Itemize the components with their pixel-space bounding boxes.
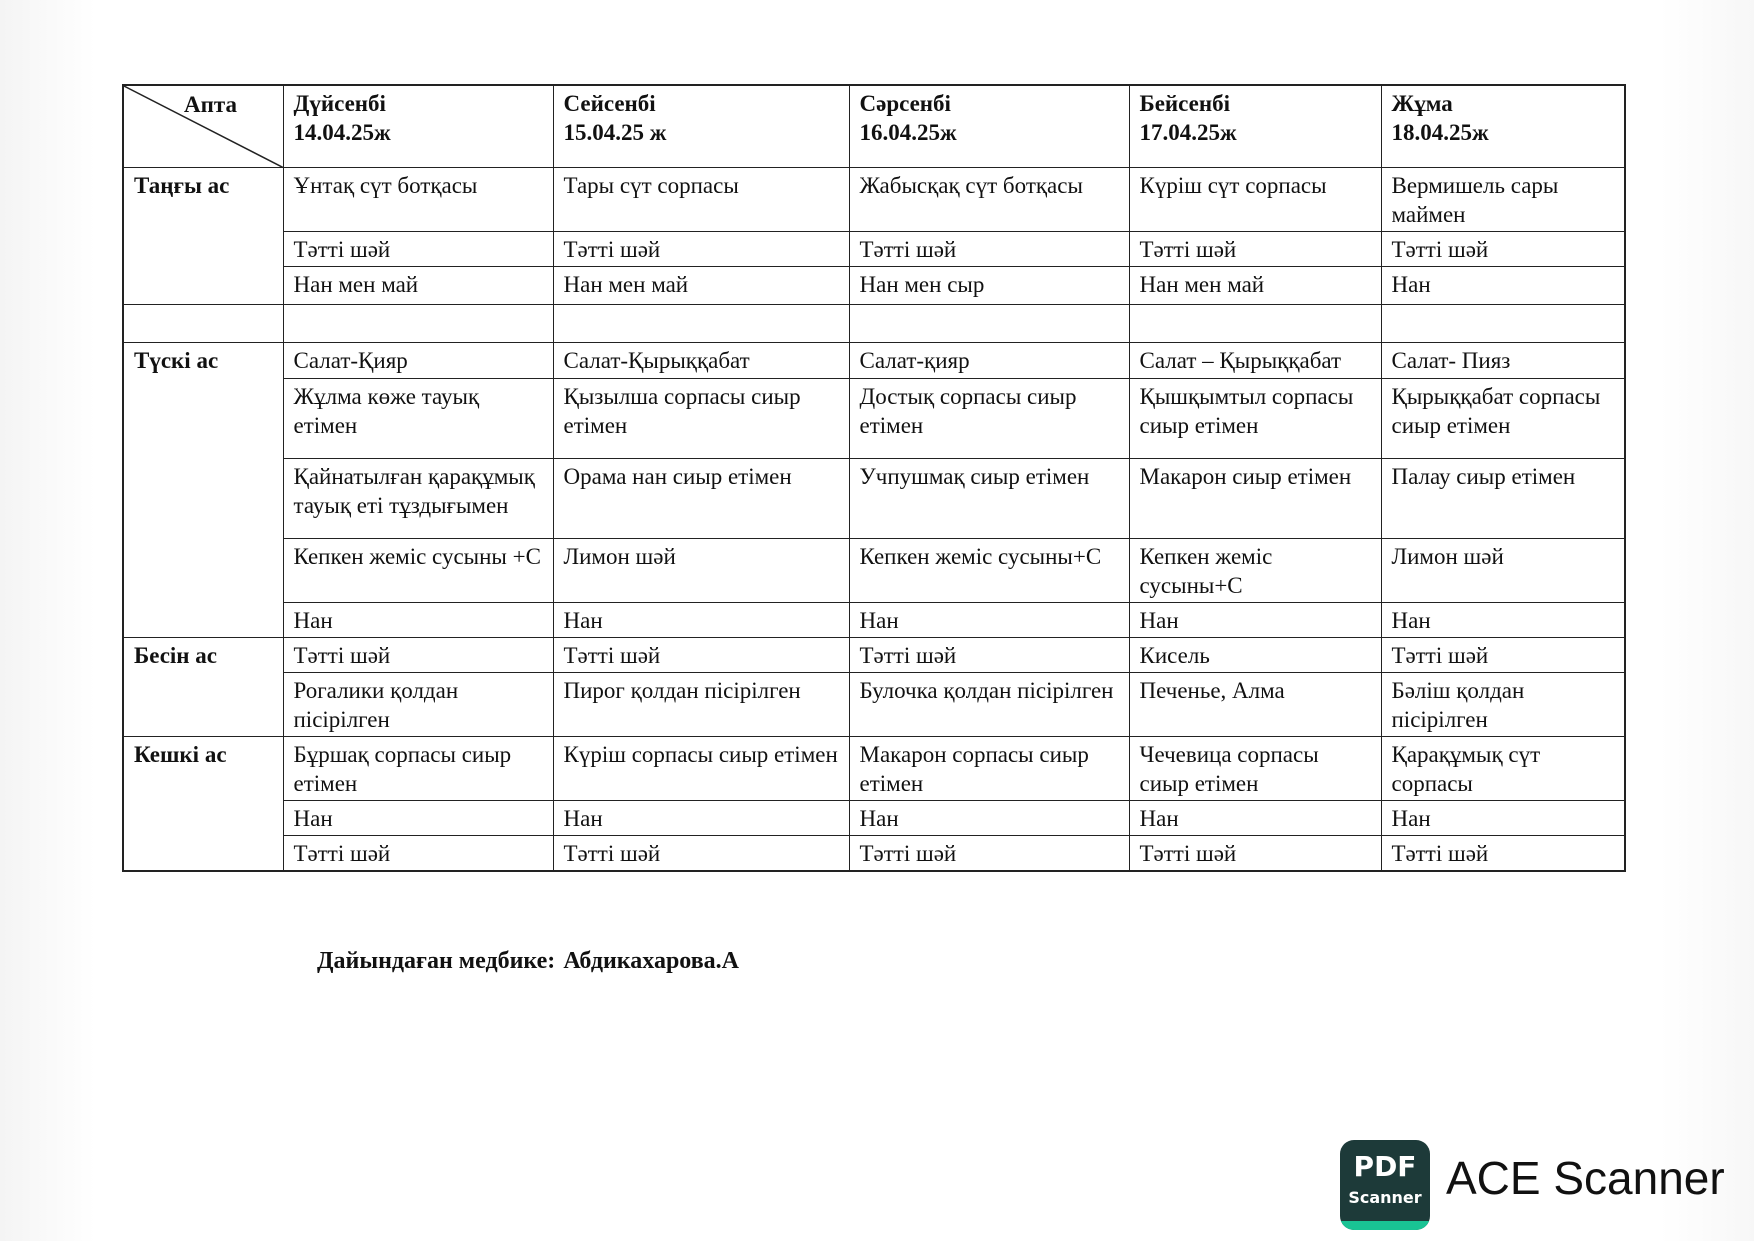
menu-cell: Тәтті шәй [553, 835, 849, 871]
table-row [123, 342, 1625, 378]
menu-cell: Нан [1381, 800, 1625, 835]
menu-cell: Тәтті шәй [849, 231, 1129, 266]
menu-cell: Кепкен жеміс сусыны+С [849, 538, 1129, 602]
menu-cell: Нан [553, 800, 849, 835]
menu-cell: Салат – Қырыққабат [1129, 342, 1381, 378]
menu-cell: Нан [283, 602, 553, 637]
prepared-by [317, 948, 739, 975]
day-header-friday [1381, 85, 1625, 167]
menu-cell: Нан [1381, 602, 1625, 637]
day-name: Сәрсенбі [859, 91, 951, 116]
menu-cell [283, 304, 553, 342]
menu-cell: Булочка қолдан пісірілген [849, 672, 1129, 736]
meal-label-breakfast: Таңғы ас [123, 167, 283, 304]
table-row [123, 672, 1625, 736]
menu-cell: Бұршақ сорпасы сиыр етімен [283, 736, 553, 800]
menu-cell: Тәтті шәй [1129, 835, 1381, 871]
menu-cell: Тары сүт сорпасы [553, 167, 849, 231]
menu-cell: Күріш сүт сорпасы [1129, 167, 1381, 231]
nurse-name: Абдикахарова.А [563, 948, 739, 974]
menu-cell: Нан [849, 800, 1129, 835]
menu-cell: Қырыққабат сорпасы сиыр етімен [1381, 378, 1625, 458]
menu-cell: Тәтті шәй [1381, 231, 1625, 266]
table-row [123, 231, 1625, 266]
table-row [123, 835, 1625, 871]
day-name: Жұма [1391, 91, 1453, 116]
menu-cell: Кепкен жеміс сусыны +С [283, 538, 553, 602]
menu-cell: Нан [1129, 800, 1381, 835]
menu-cell: Кисель [1129, 637, 1381, 672]
menu-cell: Нан [1381, 266, 1625, 304]
menu-cell: Нан мен май [553, 266, 849, 304]
menu-cell: Лимон шәй [1381, 538, 1625, 602]
menu-cell: Ұнтақ сүт ботқасы [283, 167, 553, 231]
menu-cell: Жұлма көже тауық етімен [283, 378, 553, 458]
menu-cell: Орама нан сиыр етімен [553, 458, 849, 538]
day-header-tuesday [553, 85, 849, 167]
day-header-monday [283, 85, 553, 167]
meal-label-spacer [123, 304, 283, 342]
menu-cell: Тәтті шәй [1129, 231, 1381, 266]
week-label: Апта [184, 92, 237, 117]
menu-cell: Тәтті шәй [1381, 637, 1625, 672]
menu-cell: Салат- Пияз [1381, 342, 1625, 378]
table-row [123, 637, 1625, 672]
menu-cell: Нан мен май [1129, 266, 1381, 304]
day-name: Дүйсенбі [293, 91, 386, 116]
menu-cell: Нан [553, 602, 849, 637]
day-date: 14.04.25ж [293, 120, 391, 145]
menu-cell: Палау сиыр етімен [1381, 458, 1625, 538]
menu-cell: Тәтті шәй [283, 835, 553, 871]
logo-pdf-text: PDF [1353, 1150, 1417, 1183]
day-date: 17.04.25ж [1139, 120, 1237, 145]
menu-cell: Салат-Қияр [283, 342, 553, 378]
menu-cell: Кепкен жеміс сусыны+С [1129, 538, 1381, 602]
menu-cell: Тәтті шәй [553, 231, 849, 266]
header-row [123, 85, 1625, 167]
menu-cell: Макарон сорпасы сиыр етімен [849, 736, 1129, 800]
day-date: 15.04.25 ж [563, 120, 667, 145]
menu-cell: Рогалики қолдан пісірілген [283, 672, 553, 736]
menu-cell: Қарақұмық сүт сорпасы [1381, 736, 1625, 800]
menu-cell: Қайнатылған қарақұмық тауық еті тұздығымен [283, 458, 553, 538]
menu-cell [553, 304, 849, 342]
menu-cell: Нан мен сыр [849, 266, 1129, 304]
table-row [123, 736, 1625, 800]
menu-cell [1381, 304, 1625, 342]
menu-cell: Тәтті шәй [849, 637, 1129, 672]
meal-label-lunch: Түскі ас [123, 342, 283, 637]
menu-cell: Вермишель сары маймен [1381, 167, 1625, 231]
menu-cell: Тәтті шәй [1381, 835, 1625, 871]
menu-cell: Чечевица сорпасы сиыр етімен [1129, 736, 1381, 800]
logo-scanner-text: Scanner [1348, 1188, 1422, 1207]
menu-cell: Лимон шәй [553, 538, 849, 602]
day-date: 16.04.25ж [859, 120, 957, 145]
day-header-wednesday [849, 85, 1129, 167]
menu-cell: Нан [283, 800, 553, 835]
meal-label-dinner: Кешкі ас [123, 736, 283, 871]
menu-cell: Нан [1129, 602, 1381, 637]
menu-cell: Күріш сорпасы сиыр етімен [553, 736, 849, 800]
table-row [123, 458, 1625, 538]
table-row [123, 538, 1625, 602]
menu-cell: Макарон сиыр етімен [1129, 458, 1381, 538]
day-date: 18.04.25ж [1391, 120, 1489, 145]
table-row [123, 378, 1625, 458]
menu-cell: Салат-Қырыққабат [553, 342, 849, 378]
menu-cell [849, 304, 1129, 342]
day-name: Бейсенбі [1139, 91, 1231, 116]
menu-cell: Пирог қолдан пісірілген [553, 672, 849, 736]
menu-cell: Тәтті шәй [849, 835, 1129, 871]
menu-cell: Тәтті шәй [553, 637, 849, 672]
menu-cell: Нан [849, 602, 1129, 637]
menu-cell: Қызылша сорпасы сиыр етімен [553, 378, 849, 458]
day-header-thursday [1129, 85, 1381, 167]
menu-cell: Бәліш қолдан пісірілген [1381, 672, 1625, 736]
menu-cell: Тәтті шәй [283, 231, 553, 266]
table-row [123, 800, 1625, 835]
table-row [123, 167, 1625, 231]
table-row [123, 602, 1625, 637]
menu-cell: Жабысқақ сүт ботқасы [849, 167, 1129, 231]
menu-cell: Печенье, Алма [1129, 672, 1381, 736]
menu-cell: Достық сорпасы сиыр етімен [849, 378, 1129, 458]
pdf-scanner-logo [1340, 1140, 1430, 1230]
meal-label-afternoon-snack: Бесін ас [123, 637, 283, 736]
menu-cell: Тәтті шәй [283, 637, 553, 672]
table-row [123, 266, 1625, 304]
menu-cell [1129, 304, 1381, 342]
corner-cell [123, 85, 283, 167]
menu-cell: Нан мен май [283, 266, 553, 304]
prepared-by-label: Дайындаған медбике: [317, 948, 556, 974]
weekly-menu-table [122, 84, 1626, 872]
table-row [123, 304, 1625, 342]
menu-cell: Қышқымтыл сорпасы сиыр етімен [1129, 378, 1381, 458]
menu-cell: Салат-қияр [849, 342, 1129, 378]
brand-name: ACE Scanner [1446, 1152, 1725, 1204]
menu-cell: Учпушмақ сиыр етімен [849, 458, 1129, 538]
day-name: Сейсенбі [563, 91, 656, 116]
logo-stripe [1340, 1221, 1430, 1230]
